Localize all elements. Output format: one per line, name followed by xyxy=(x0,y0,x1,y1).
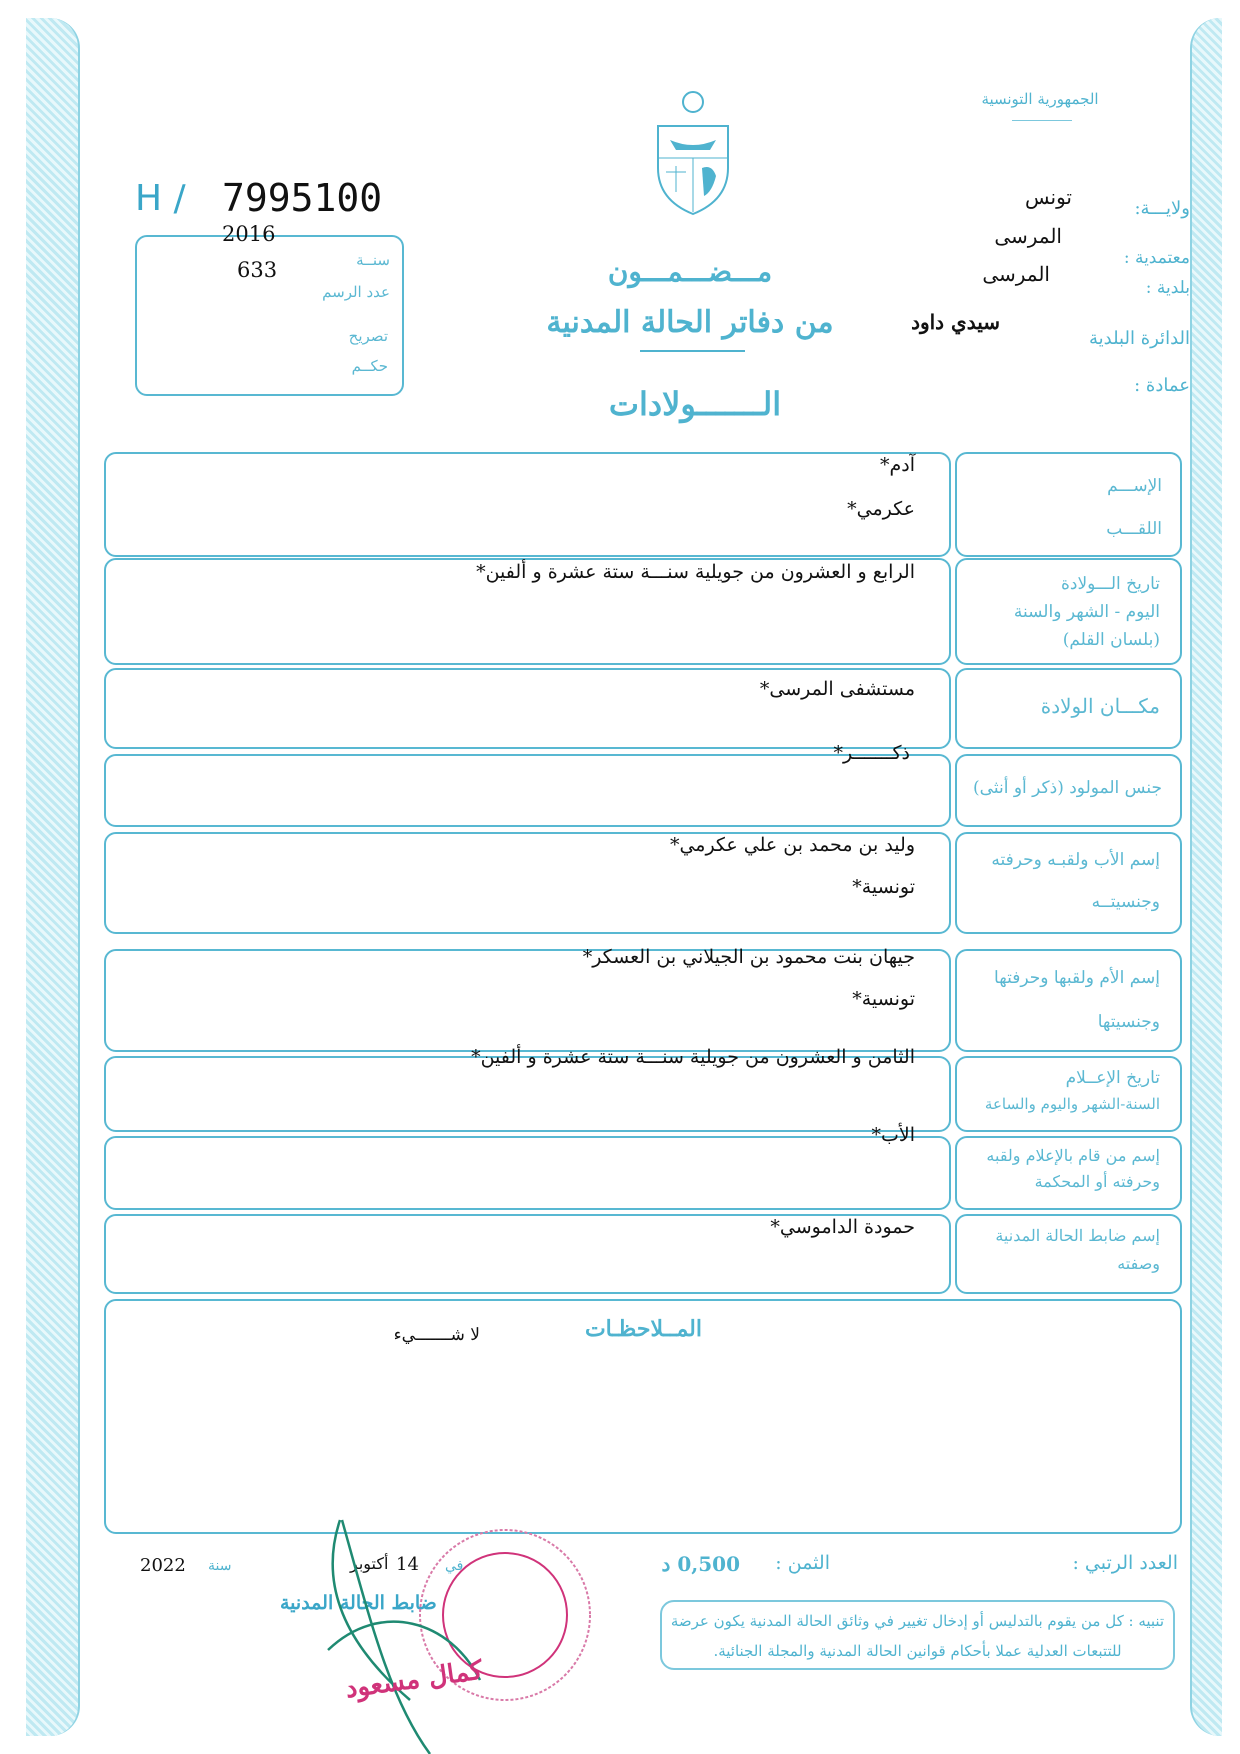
delegation-value: المرسى xyxy=(994,224,1062,248)
wilaya-label: ولايـــة: xyxy=(1134,198,1190,219)
official-stamp-icon xyxy=(280,1500,620,1754)
surname-value: عكرمي* xyxy=(847,498,915,520)
sex-value-box xyxy=(104,754,951,827)
price-value: 0,500 د xyxy=(661,1552,740,1576)
declarant-value: الأب* xyxy=(871,1124,915,1146)
wilaya-value: تونس xyxy=(1025,185,1072,209)
legal-notice: تنبيه : كل من يقوم بالتدليس أو إدخال تغيير في وثائق الحالة المدنية يكون عرضة للتتبعات العدلية عملا بأحكام قوانين الحالة المدنية والمجلة الجنائية. xyxy=(660,1600,1175,1670)
name-value-box xyxy=(104,452,951,557)
title-content: مـــضـــمـــون xyxy=(607,255,773,288)
label-sex: جنس المولود (ذكر أو أنثى) xyxy=(973,778,1162,798)
label-officer-sub: وصفته xyxy=(1117,1254,1160,1273)
municipality-value: المرسى xyxy=(982,262,1050,286)
label-first-name: الإســـم xyxy=(1107,476,1162,496)
birthdate-value: الرابع و العشرون من جويلية سنـــة ستة عشرة و ألفين* xyxy=(476,561,915,583)
year-label: سنــة xyxy=(356,251,390,269)
act-number-value: 633 xyxy=(237,258,278,282)
security-border-right xyxy=(1190,18,1222,1736)
label-mother-nationality: وجنسيتها xyxy=(1097,1012,1160,1032)
declaration-label: تصريح xyxy=(348,327,388,345)
father-nationality-value: تونسية* xyxy=(852,876,915,898)
date-month: أكتوبر xyxy=(350,1554,389,1573)
coat-of-arms-icon xyxy=(650,88,736,218)
birthplace-value: مستشفى المرسى* xyxy=(759,678,915,700)
act-number-label: عدد الرسم xyxy=(322,283,390,301)
label-father: إسم الأب ولقبـه وحرفته xyxy=(991,850,1160,870)
label-birthdate-words: (بلسان القلم) xyxy=(1062,630,1160,650)
year-value: 2016 xyxy=(222,222,276,246)
municipality-label: بلدية : xyxy=(1145,278,1190,298)
label-surname: اللقـــب xyxy=(1106,519,1162,539)
date-prefix: في xyxy=(445,1558,464,1574)
title-births: الـــــــولادات xyxy=(608,385,782,423)
label-birthdate: تاريخ الـــولادة xyxy=(1060,574,1160,594)
declarant-value-box xyxy=(104,1136,951,1210)
year-label-footer: سنة xyxy=(208,1558,232,1574)
price-label: الثمن : xyxy=(775,1552,830,1574)
remarks-label: المــلاحظـات xyxy=(584,1316,702,1342)
label-declarant: إسم من قام بالإعلام ولقبه xyxy=(986,1146,1160,1165)
imada-label: عمادة : xyxy=(1134,375,1190,396)
serial-prefix: H / xyxy=(135,178,186,219)
label-father-nationality: وجنسيتــه xyxy=(1091,892,1160,912)
label-birthplace: مكـــان الولادة xyxy=(1040,694,1160,718)
officer-title: ضابط الحالة المدنية xyxy=(280,1592,437,1614)
security-border-left xyxy=(26,18,80,1736)
mother-value: جيهان بنت محمود بن الجيلاني بن العسكر* xyxy=(582,946,915,968)
district-label: الدائرة البلدية xyxy=(1088,328,1190,349)
label-declaration-date: تاريخ الإعــلام xyxy=(1065,1068,1160,1088)
first-name-value: آدم* xyxy=(879,454,915,476)
officer-value: حمودة الداموسي* xyxy=(770,1216,915,1238)
stamp-name: كمال مسعود xyxy=(343,1655,485,1705)
label-mother: إسم الأم ولقبها وحرفتها xyxy=(994,968,1160,988)
serial-number-label: العدد الرتبي : xyxy=(1072,1552,1178,1574)
label-declaration-date-sub: السنة-الشهر واليوم والساعة xyxy=(984,1095,1160,1113)
title-registers: من دفاتر الحالة المدنية xyxy=(546,305,834,340)
label-officer: إسم ضابط الحالة المدنية xyxy=(995,1226,1160,1245)
republic-title: الجمهورية التونسية xyxy=(981,90,1099,108)
year-value-footer: 2022 xyxy=(140,1555,186,1576)
title-underline xyxy=(640,350,745,352)
divider xyxy=(1012,120,1072,121)
label-declarant-sub: وحرفته أو المحكمة xyxy=(1034,1172,1160,1191)
declaration-date-value: الثامن و العشرون من جويلية سنـــة ستة عشرة و ألفين* xyxy=(471,1046,915,1068)
sex-value: ذكـــــــر* xyxy=(833,742,910,764)
remarks-value: لا شـــــــيء xyxy=(393,1325,480,1345)
signature-icon xyxy=(328,1520,480,1754)
district-value: سيدي داود xyxy=(911,310,1000,334)
father-value: وليد بن محمد بن علي عكرمي* xyxy=(669,834,915,856)
delegation-label: معتمدية : xyxy=(1123,248,1190,268)
mother-nationality-value: تونسية* xyxy=(852,988,915,1010)
date-day: 14 xyxy=(396,1554,419,1575)
serial-number: 7995100 xyxy=(222,176,383,220)
judgment-label: حكــم xyxy=(351,357,388,375)
label-birthdate-sub: اليوم - الشهر والسنة xyxy=(1013,602,1160,622)
